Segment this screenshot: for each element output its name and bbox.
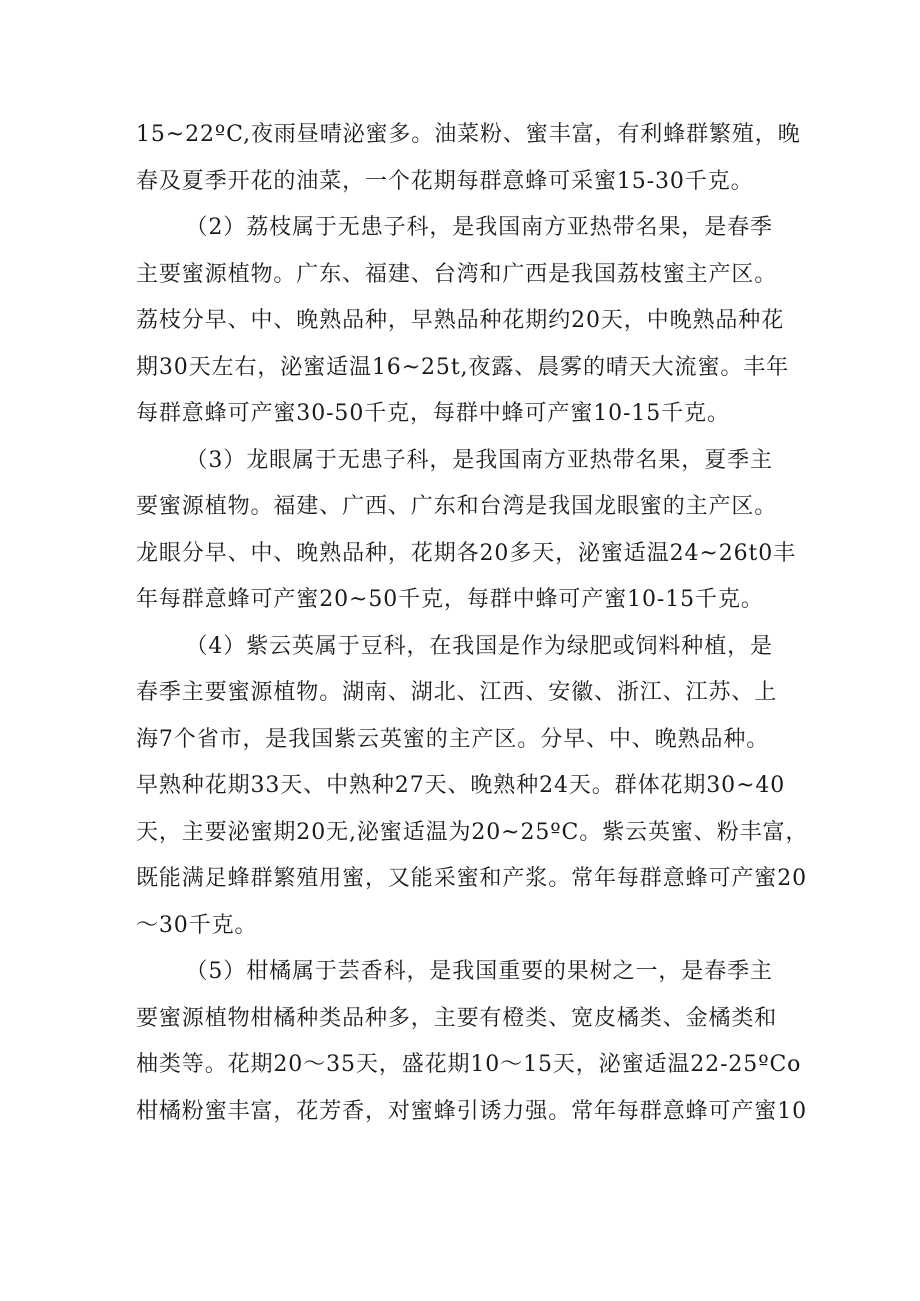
document-body — [136, 112, 809, 1135]
text-line: （3）龙眼属于无患子科，是我国南方亚热带名果，夏季主 — [185, 447, 773, 473]
text-line: 要蜜源植物。福建、广西、广东和台湾是我国龙眼蜜的主产区。 — [136, 494, 778, 519]
text-line: 每群意蜂可产蜜30-50千克，每群中蜂可产蜜10-15千克。 — [136, 401, 730, 426]
text-line: 主要蜜源植物。广东、福建、台湾和广西是我国荔枝蜜主产区。 — [136, 261, 778, 287]
text-line: 年每群意蜂可产蜜20~50千克，每群中蜂可产蜜10-15千克。 — [136, 587, 764, 612]
text-line: 龙眼分早、中、晚熟品种，花期各20多天，泌蜜适温24~26t0丰 — [136, 540, 797, 566]
paragraph-citrus — [136, 949, 807, 1135]
text-line: 春及夏季开花的油菜，一个花期每群意蜂可采蜜15-30千克。 — [136, 168, 754, 194]
text-line: 荔枝分早、中、晚熟品种，早熟品种花期约20天，中晚熟品种花 — [136, 308, 785, 333]
text-line: 早熟种花期33天、中熟种27天、晚熟种24天。群体花期30~40 — [136, 773, 786, 798]
text-line: 期30天左右，泌蜜适温16~25t,夜露、晨雾的晴天大流蜜。丰年 — [136, 354, 790, 380]
text-line: 柚类等。花期20～35天，盛花期10～15天，泌蜜适温22-25ºCo — [136, 1052, 802, 1077]
paragraph-oilseed-continuation — [136, 112, 801, 205]
text-line: 春季主要蜜源植物。湖南、湖北、江西、安徽、浙江、江苏、上 — [136, 680, 778, 705]
text-line: 海7个省市，是我国紫云英蜜的主产区。分早、中、晚熟品种。 — [136, 726, 770, 752]
text-line: （4）紫云英属于豆科，在我国是作为绿肥或饲料种植，是 — [185, 633, 773, 659]
paragraph-longan — [136, 438, 796, 624]
text-line: 要蜜源植物柑橘种类品种多，主要有橙类、宽皮橘类、金橘类和 — [136, 1005, 778, 1031]
paragraph-lychee — [136, 205, 796, 438]
text-line: 既能满足蜂群繁殖用蜜，又能采蜜和产浆。常年每群意蜂可产蜜20 — [136, 866, 807, 891]
text-line: 15~22ºC,夜雨昼晴泌蜜多。油菜粉、蜜丰富，有利蜂群繁殖，晚 — [136, 122, 801, 147]
text-line: （5）柑橘属于芸香科，是我国重要的果树之一，是春季主 — [185, 959, 773, 984]
text-line: （2）荔枝属于无患子科，是我国南方亚热带名果，是春季 — [185, 215, 773, 240]
text-line: ～30千克。 — [136, 912, 258, 938]
text-line: 柑橘粉蜜丰富，花芳香，对蜜蜂引诱力强。常年每群意蜂可产蜜10 — [136, 1098, 807, 1124]
text-line: 天，主要泌蜜期20无,泌蜜适温为20~25ºC。紫云英蜜、粉丰富， — [136, 819, 809, 845]
paragraph-chinese-milk-vetch — [136, 624, 809, 950]
